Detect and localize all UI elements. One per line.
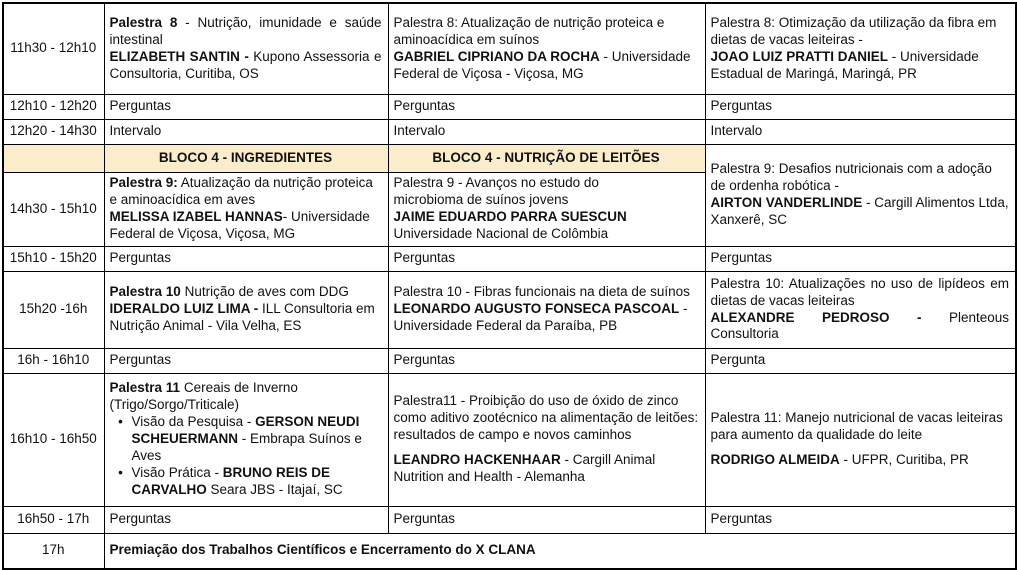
perguntas-cell: Perguntas [705,94,1016,119]
bullet-intro: Visão Prática - [131,464,223,480]
time-cell: 15h20 -16h [3,271,104,348]
speaker-affiliation: - Universidade Estadual de Maringá, Maringá, PR [710,48,979,81]
perguntas-cell: Perguntas [104,506,388,533]
speaker-line [394,49,699,83]
lecture-title: Nutrição de aves com DDG [180,284,349,300]
bullet-icon: • [118,464,123,480]
row-intervalo [3,119,1016,144]
speaker-name: JAIME EDUARDO PARRA SUESCUN [393,209,627,224]
speaker-name: GERSON NEUDI SCHEUERMANN [131,414,360,447]
row-perguntas [3,348,1016,373]
speaker-line [711,310,1010,344]
speaker-name: ALEXANDRE PEDROSO - [710,309,922,325]
session-cell [705,373,1016,506]
lecture-title: microbioma de suínos jovens [393,192,569,208]
bullet-item-pratica [110,465,382,499]
time-cell: 12h20 - 14h30 [3,119,104,144]
session-cell [388,172,705,246]
lecture-title: Palestra 10: Atualizações no uso de lipídeos em dietas de vacas leiteiras [710,275,1009,308]
session-cell [388,3,705,94]
speaker-affiliation: Universidade Nacional de Colômbia [393,225,609,241]
lecture-title-line [711,276,1010,310]
perguntas-cell: Perguntas [104,348,388,373]
lecture-title-line [394,175,699,192]
block-header-nutricao-leitoes: BLOCO 4 - NUTRIÇÃO DE LEITÕES [388,144,705,172]
session-cell [104,271,388,348]
time-cell: 16h - 16h10 [3,348,104,373]
lecture-title: Palestra 9: Desafios nutricionais com a adoção de ordenha robótica - [710,161,992,194]
speaker-name: GABRIEL CIPRIANO DA ROCHA [393,48,600,64]
bullet-intro: Visão da Pesquisa - [131,414,256,430]
perguntas-cell: Perguntas [388,246,705,271]
lecture-label: Palestra 9: [109,175,178,191]
lecture-title: Palestra 8: Otimização da utilização da fibra em dietas de vacas leiteiras - [710,15,997,47]
lecture-title: Atualização da nutrição proteica e aminoacídica em aves [109,175,373,208]
speaker-line [711,49,1010,83]
row-perguntas [3,246,1016,271]
perguntas-cell: Perguntas [388,506,705,533]
row-perguntas [3,94,1016,119]
session-cell [705,3,1016,94]
speaker-name: AIRTON VANDERLINDE [710,195,863,210]
speaker-name: JOAO LUIZ PRATTI DANIEL [710,48,888,64]
lecture-title: Palestra 8: Atualização de nutrição proteica e aminoacídica em suínos [393,15,665,47]
lecture-label: Palestra 11 [109,380,181,396]
lecture-title-line [394,393,699,444]
lecture-title-line [110,380,382,414]
time-cell: 14h30 - 15h10 [3,172,104,246]
time-cell [3,144,104,172]
session-cell [104,3,388,94]
session-cell [104,172,388,246]
speaker-line [711,452,1010,469]
speaker-affiliation: - Universidade Federal da Paraíba, PB [393,301,688,333]
lecture-title-line [110,284,382,301]
speaker-affiliation: - Universidade Federal de Viçosa - Viçosa, MG [393,48,691,81]
lecture-title: Palestra 9 - Avanços no estudo do [393,175,599,191]
lecture-label: Palestra 8 [109,15,178,30]
row-palestra-10 [3,271,1016,348]
speaker-affiliation: Seara JBS - Itajaí, SC [206,481,343,497]
speaker-affiliation: - Cargill Alimentos Ltda, Xanxerê, SC [710,195,1009,227]
perguntas-cell: Perguntas [104,94,388,119]
perguntas-cell: Perguntas [388,348,705,373]
session-cell [705,271,1016,348]
speaker-name: ELIZABETH SANTIN - [109,48,249,64]
speaker-affiliation: - UFPR, Curitiba, PR [839,452,969,468]
intervalo-cell: Intervalo [705,119,1016,144]
row-perguntas [3,506,1016,533]
speaker-affiliation: Kupono Assessoria e Consultoria, Curitiba, OS [109,48,382,81]
speaker-affiliation: ILL Consultoria em Nutrição Animal - Vila Velha, ES [109,301,375,333]
lecture-label: Palestra 10 [109,284,181,300]
perguntas-cell: Perguntas [705,246,1016,271]
speaker-affiliation-line [394,226,699,243]
lecture-title-line [110,15,382,49]
session-cell [104,373,388,506]
lecture-title-line [711,15,1010,49]
time-cell: 11h30 - 12h10 [3,3,104,94]
lecture-title-line [711,161,1010,195]
lecture-title-line [711,410,1010,444]
speaker-line [110,209,382,243]
intervalo-cell: Intervalo [104,119,388,144]
row-encerramento [3,533,1016,569]
closing-cell: Premiação dos Trabalhos Científicos e Encerramento do X CLANA [104,533,1016,569]
bullet-text [132,414,382,465]
bullet-icon: • [118,414,123,430]
session-cell [388,271,705,348]
lecture-title-line [110,175,382,209]
bullet-item-pesquisa [110,414,382,465]
time-cell: 16h50 - 17h [3,506,104,533]
speaker-affiliation: Plenteous Consultoria [710,309,1009,342]
speaker-line [394,301,699,335]
speaker-affiliation: - Universidade Federal de Viçosa, Viçosa, MG [109,209,370,241]
perguntas-cell: Perguntas [705,506,1016,533]
perguntas-cell: Perguntas [388,94,705,119]
speaker-name: LEANDRO HACKENHAAR [393,452,561,468]
speaker-line [711,195,1010,229]
block-header-ingredientes: BLOCO 4 - INGREDIENTES [104,144,388,172]
lecture-title-line [394,192,699,209]
bullet-text [132,465,382,499]
time-cell: 16h10 - 16h50 [3,373,104,506]
intervalo-cell: Intervalo [388,119,705,144]
lecture-title-line [394,15,699,49]
time-cell: 12h10 - 12h20 [3,94,104,119]
lecture-title: Palestra 11: Manejo nutricional de vacas leiteiras para aumento da qualidade do leite [710,409,1003,442]
lecture-title: Cereais de Inverno (Trigo/Sorgo/Triticale) [109,380,298,413]
perguntas-cell: Perguntas [104,246,388,271]
row-bloco-headers [3,144,1016,172]
speaker-affiliation: - Embrapa Suínos e Aves [131,431,362,463]
time-cell: 17h [3,533,104,569]
lecture-title: Palestra11 - Proibição do uso de óxido de zinco como aditivo zootécnico na alimentação de leitões: resultados de campo e novos caminhos [393,392,699,442]
perguntas-cell: Pergunta [705,348,1016,373]
row-palestra-11 [3,373,1016,506]
lecture-title: Palestra 10 - Fibras funcionais na dieta de suínos [393,284,690,300]
row-palestra-8 [3,3,1016,94]
speaker-name: MELISSA IZABEL HANNAS [109,209,283,224]
session-cell [388,373,705,506]
schedule-table [2,2,1017,570]
speaker-name: IDERALDO LUIZ LIMA - [109,301,259,317]
speaker-name: BRUNO REIS DE CARVALHO [131,464,331,497]
session-cell [705,144,1016,246]
speaker-name: LEONARDO AUGUSTO FONSECA PASCOAL [393,301,680,317]
speaker-line [394,452,699,486]
lecture-title-line [394,284,699,301]
speaker-name: RODRIGO ALMEIDA [710,452,840,468]
speaker-line [394,209,699,226]
speaker-affiliation: - Cargill Animal Nutrition and Health - Alemanha [393,452,656,485]
speaker-line [110,301,382,335]
speaker-line [110,49,382,83]
time-cell: 15h10 - 15h20 [3,246,104,271]
lecture-title: - Nutrição, imunidade e saúde intestinal [109,15,382,47]
